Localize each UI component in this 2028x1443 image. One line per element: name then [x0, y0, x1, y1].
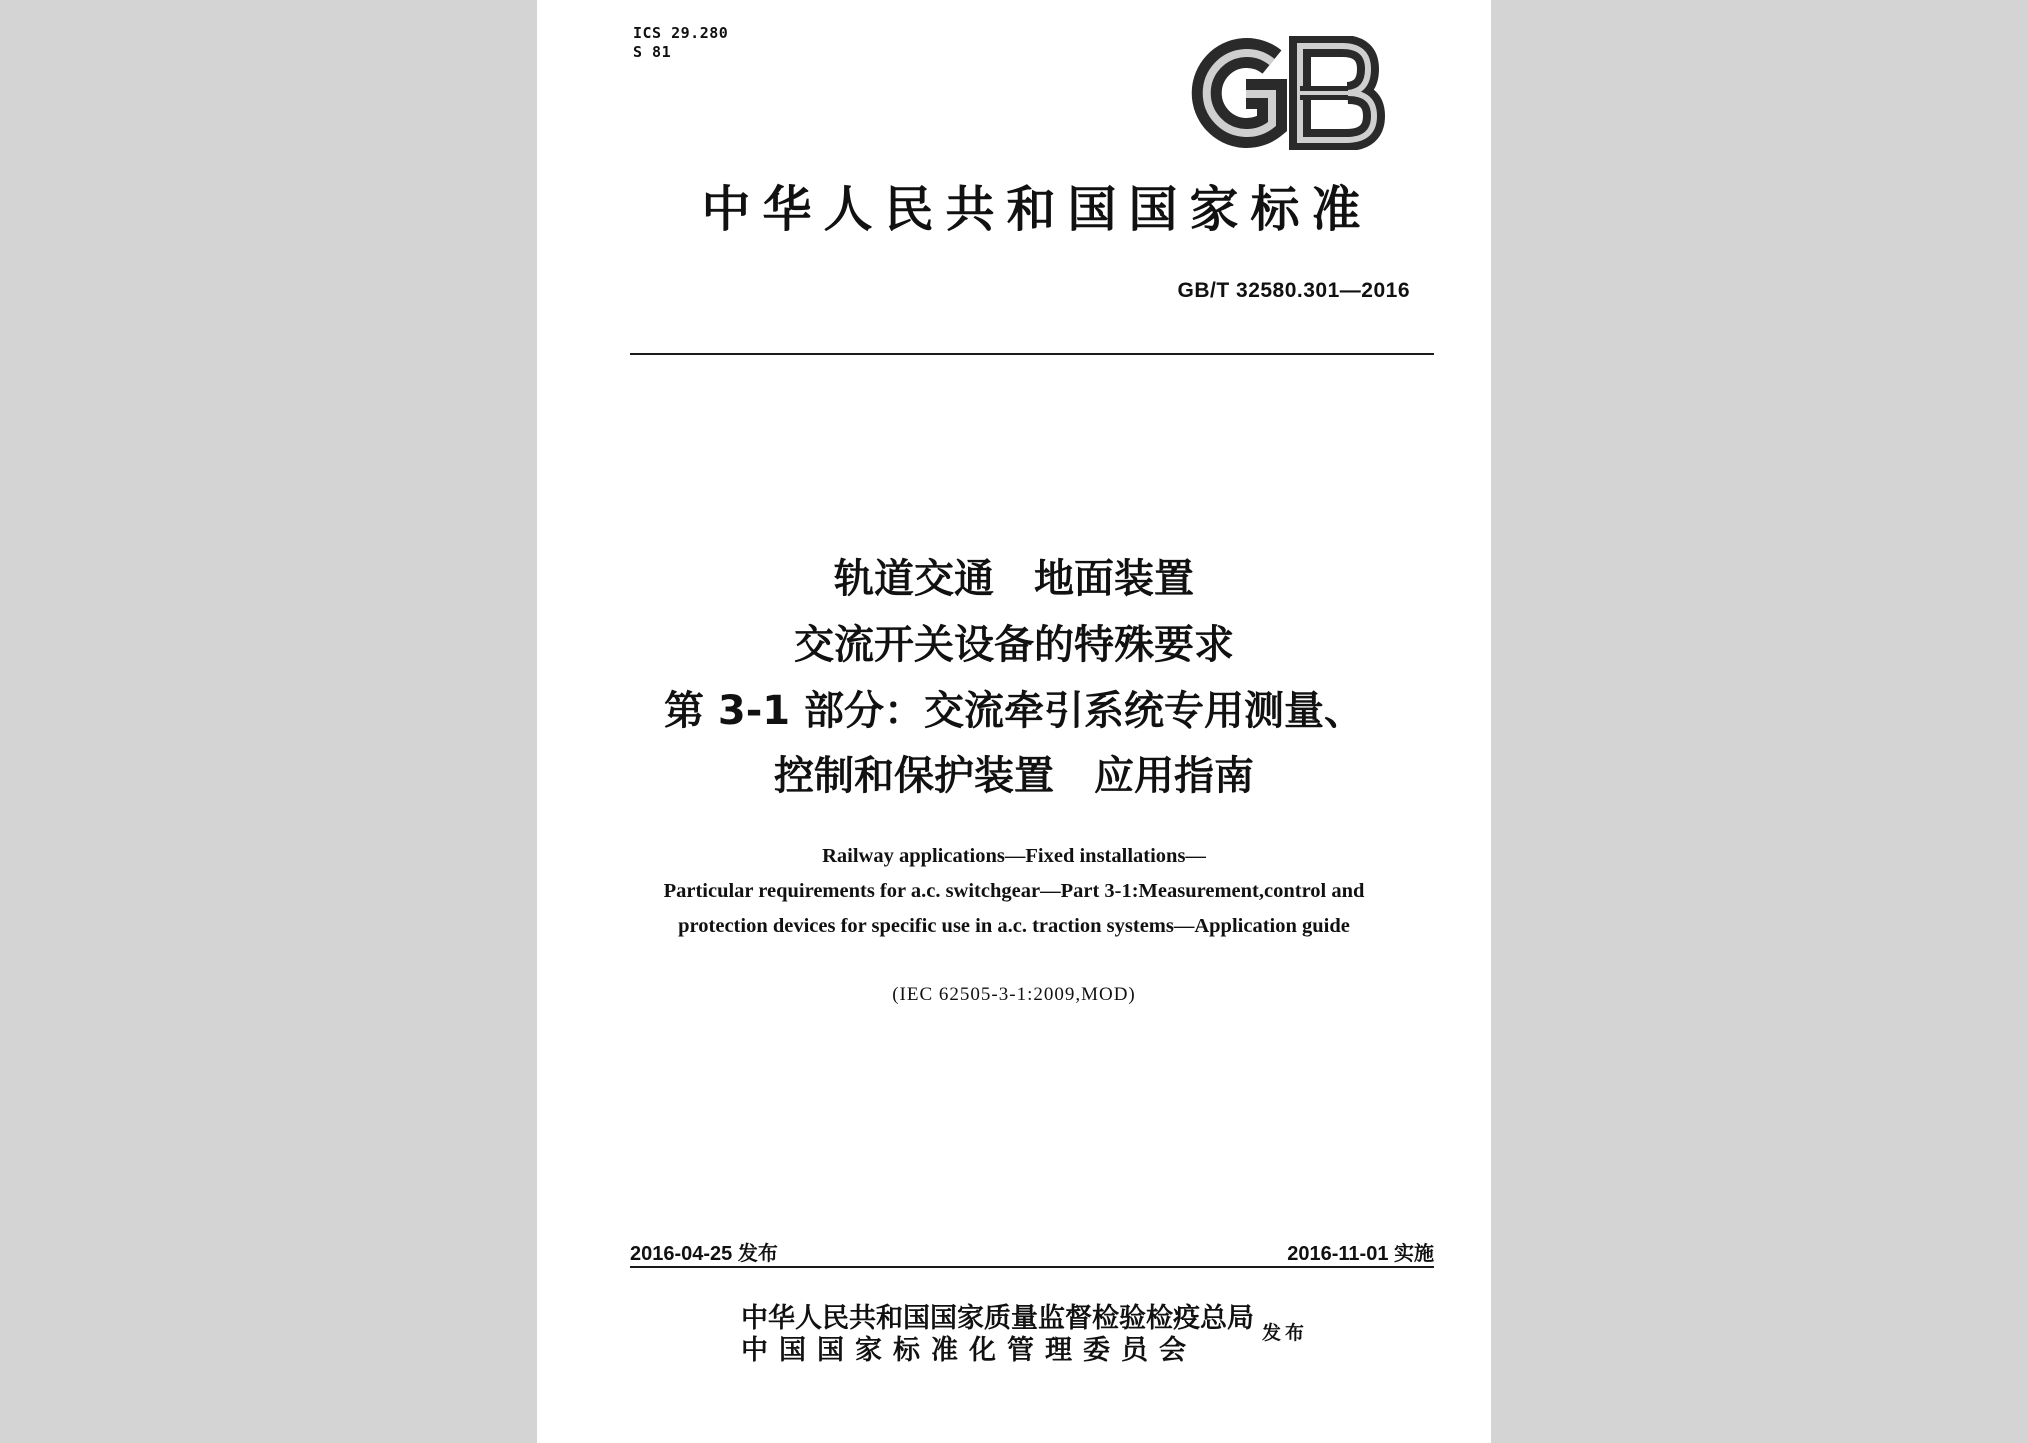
issuer-line-2: 中国国家标准化管理委员会	[741, 1335, 1197, 1366]
standard-number: GB/T 32580.301—2016	[1177, 279, 1410, 302]
footer-divider	[630, 1266, 1434, 1268]
implementation-date: 2016-11-01 实施	[1287, 1243, 1434, 1265]
issue-label: 发布	[1262, 1322, 1309, 1344]
title-cn-line-2: 交流开关设备的特殊要求	[794, 622, 1234, 668]
title-en-line-2: Particular requirements for a.c. switchgear—Part 3-1:Measurement,control and	[663, 880, 1365, 902]
ccs-code: S 81	[633, 43, 672, 61]
document-page	[537, 0, 1491, 1443]
title-cn-line-4: 控制和保护装置 应用指南	[774, 753, 1254, 799]
title-cn-line-3: 第 3-1 部分：交流牵引系统专用测量、	[663, 688, 1365, 734]
title-en-line-3: protection devices for specific use in a.c. traction systems—Application guide	[678, 915, 1350, 937]
issue-date: 2016-04-25 发布	[630, 1243, 778, 1265]
title-en-line-1: Railway applications—Fixed installations—	[822, 845, 1206, 867]
header-divider	[630, 353, 1434, 355]
gb-logo	[1188, 36, 1386, 150]
title-cn-line-1: 轨道交通 地面装置	[834, 556, 1194, 602]
standard-category-title: 中华人民共和国国家标准	[701, 180, 1373, 238]
issuer-line-1: 中华人民共和国国家质量监督检验检疫总局	[741, 1303, 1254, 1334]
adoption-reference: (IEC 62505-3-1:2009,MOD)	[892, 984, 1136, 1005]
ics-code: ICS 29.280	[633, 24, 729, 42]
